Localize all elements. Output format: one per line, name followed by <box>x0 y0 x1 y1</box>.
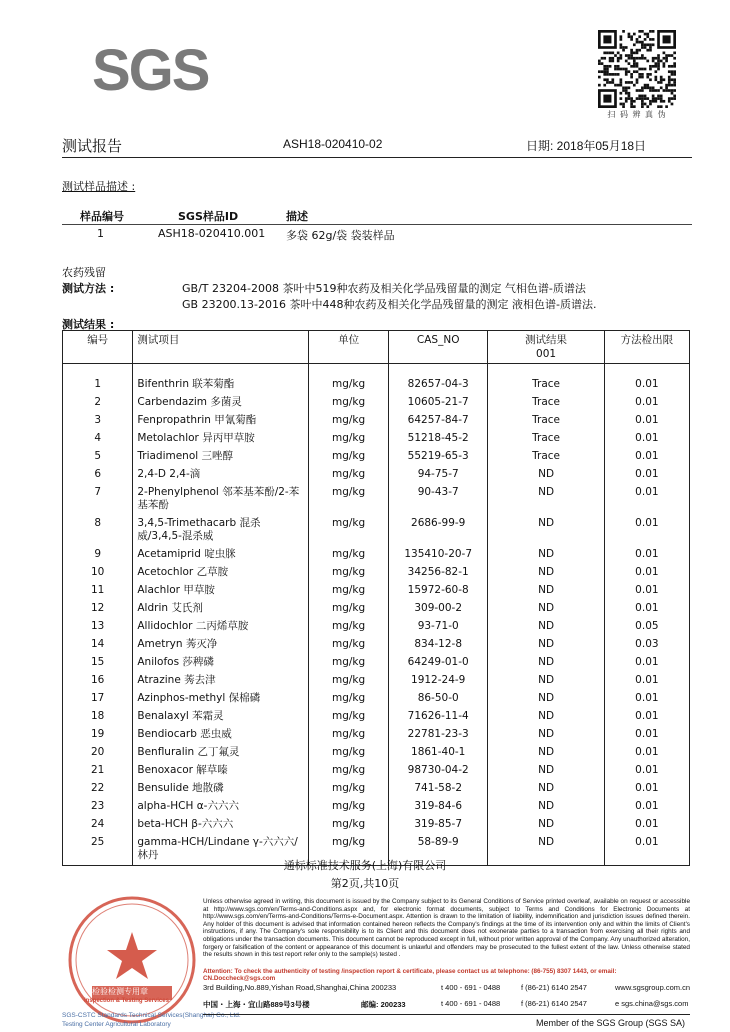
table-row <box>63 448 690 466</box>
address-row-cn <box>203 999 693 1011</box>
footer-divider <box>203 1014 690 1015</box>
cell-item: gamma-HCH/Lindane γ-六六六/林丹 <box>133 834 309 866</box>
legal-disclaimer: Unless otherwise agreed in writing, this document is issued by the Company subject to its General Conditions of Service printed overleaf, available on request or accessible at http://www.sgs.com/en/Terms-and-Conditions.aspx and, for electronic format documents, subject to Terms and Conditions for Electronic Documents at http://www.sgs.com/en/Terms-and-Conditions/Terms-e-Document.aspx. Attention is drawn to the limitation of liability, indemnification and jurisdiction issues defined therein. Any holder of this document is advised that information contained hereon reflects the Company's findings at the time of its intervention only and within the limits of Client's instructions, if any. The Company's sole responsibility is to its Client and this document does not exonerate parties to a transaction from exercising all their rights and obligations under the transaction documents. This document cannot be reproduced except in full, without prior written approval of the Company. Any unauthorized alteration, forgery or falsification of the content or appearance of this document is unlawful and offenders may be prosecuted to the fullest extent of the law. Unless otherwise stated the results shown in this test report refer only to the sample(s) tested . <box>203 898 690 959</box>
cell-result: ND <box>488 708 604 726</box>
table-row <box>63 636 690 654</box>
cell-result: Trace <box>488 430 604 448</box>
cell-cas: 309-00-2 <box>388 600 487 618</box>
method-line-1: GB/T 23204-2008 茶叶中519种农药及相关化学品残留量的测定 气相色谱-质谱法 <box>182 282 586 295</box>
cell-unit: mg/kg <box>309 744 389 762</box>
table-row <box>63 364 690 395</box>
cell-cas: 15972-60-8 <box>388 582 487 600</box>
cell-no: 19 <box>63 726 133 744</box>
address-en: 3rd Building,No.889,Yishan Road,Shanghai,China 200233 <box>203 983 397 992</box>
table-row <box>63 394 690 412</box>
cell-item: 2,4-D 2,4-滴 <box>133 466 309 484</box>
cell-lod: 0.01 <box>604 798 689 816</box>
cell-lod: 0.01 <box>604 708 689 726</box>
cell-item: 3,4,5-Trimethacarb 混杀威/3,4,5-混杀威 <box>133 515 309 546</box>
cell-result: ND <box>488 515 604 546</box>
cell-item: Aldrin 艾氏剂 <box>133 600 309 618</box>
postcode-cn: 邮编: 200233 <box>361 1000 406 1009</box>
sample-col-no: 样品编号 <box>80 210 124 223</box>
cell-cas: 90-43-7 <box>388 484 487 515</box>
cell-no: 17 <box>63 690 133 708</box>
cell-cas: 319-85-7 <box>388 816 487 834</box>
cell-unit: mg/kg <box>309 618 389 636</box>
cell-no: 13 <box>63 618 133 636</box>
cell-lod: 0.01 <box>604 564 689 582</box>
company-seal-stamp <box>62 890 202 1030</box>
report-date: 日期: 2018年05月18日 <box>526 139 647 153</box>
cell-result: ND <box>488 762 604 780</box>
cell-result: ND <box>488 798 604 816</box>
cell-item: Acetochlor 乙草胺 <box>133 564 309 582</box>
cell-lod: 0.01 <box>604 430 689 448</box>
cell-item: Anilofos 莎稗磷 <box>133 654 309 672</box>
table-row <box>63 744 690 762</box>
cell-lod: 0.01 <box>604 834 689 866</box>
sample-section-title: 测试样品描述 : <box>62 180 136 193</box>
cell-lod: 0.01 <box>604 412 689 430</box>
qr-caption: 扫 码 辨 真 伪 <box>607 110 667 119</box>
cell-result: ND <box>488 726 604 744</box>
cell-item: 2-Phenylphenol 邻苯基苯酚/2-苯基苯酚 <box>133 484 309 515</box>
cell-lod: 0.01 <box>604 466 689 484</box>
cell-item: Carbendazim 多菌灵 <box>133 394 309 412</box>
cell-unit: mg/kg <box>309 448 389 466</box>
col-header-unit: 单位 <box>309 331 389 364</box>
cell-lod: 0.01 <box>604 600 689 618</box>
sgs-logo: SGS <box>92 38 209 103</box>
table-row <box>63 672 690 690</box>
method-line-2: GB 23200.13-2016 茶叶中448种农药及相关化学品残留量的测定 液相色谱-质谱法. <box>182 298 597 311</box>
cell-unit: mg/kg <box>309 546 389 564</box>
cell-lod: 0.01 <box>604 654 689 672</box>
stamp-line-2: Testing Center Agricultural Laboratory <box>62 1021 171 1028</box>
table-row <box>63 762 690 780</box>
cell-unit: mg/kg <box>309 726 389 744</box>
cell-no: 8 <box>63 515 133 546</box>
cell-lod: 0.01 <box>604 672 689 690</box>
cell-result: ND <box>488 564 604 582</box>
table-row <box>63 600 690 618</box>
cell-cas: 22781-23-3 <box>388 726 487 744</box>
cell-result: Trace <box>488 412 604 430</box>
website[interactable]: www.sgsgroup.com.cn <box>615 983 691 992</box>
sample-header-divider <box>62 224 692 225</box>
cell-cas: 2686-99-9 <box>388 515 487 546</box>
cell-item: Bifenthrin 联苯菊酯 <box>133 364 309 395</box>
header-divider <box>62 157 692 158</box>
table-row <box>63 546 690 564</box>
table-row <box>63 690 690 708</box>
cell-lod: 0.01 <box>604 816 689 834</box>
cell-no: 11 <box>63 582 133 600</box>
cell-item: Allidochlor 二丙烯草胺 <box>133 618 309 636</box>
cell-no: 18 <box>63 708 133 726</box>
cell-result: ND <box>488 672 604 690</box>
cell-no: 15 <box>63 654 133 672</box>
cell-cas: 34256-82-1 <box>388 564 487 582</box>
cell-unit: mg/kg <box>309 636 389 654</box>
cell-item: Benalaxyl 苯霜灵 <box>133 708 309 726</box>
table-row <box>63 515 690 546</box>
cell-result: ND <box>488 600 604 618</box>
fax-cn: f (86-21) 6140 2547 <box>521 999 587 1008</box>
cell-no: 23 <box>63 798 133 816</box>
cell-lod: 0.01 <box>604 690 689 708</box>
col-header-result <box>488 331 604 364</box>
cell-result: ND <box>488 636 604 654</box>
member-statement: Member of the SGS Group (SGS SA) <box>536 1018 686 1028</box>
cell-lod: 0.01 <box>604 515 689 546</box>
cell-cas: 1912-24-9 <box>388 672 487 690</box>
test-category: 农药残留 <box>62 266 106 279</box>
table-row <box>63 798 690 816</box>
cell-no: 4 <box>63 430 133 448</box>
cell-unit: mg/kg <box>309 515 389 546</box>
table-row <box>63 484 690 515</box>
cell-item: Triadimenol 三唑醇 <box>133 448 309 466</box>
cell-result: ND <box>488 654 604 672</box>
col-header-result-sample: 001 <box>536 348 557 360</box>
table-row <box>63 582 690 600</box>
cell-cas: 55219-65-3 <box>388 448 487 466</box>
cell-cas: 741-58-2 <box>388 780 487 798</box>
cell-cas: 93-71-0 <box>388 618 487 636</box>
cell-no: 14 <box>63 636 133 654</box>
cell-unit: mg/kg <box>309 762 389 780</box>
table-row <box>63 618 690 636</box>
cell-unit: mg/kg <box>309 412 389 430</box>
cell-item: Bendiocarb 恶虫威 <box>133 726 309 744</box>
cell-no: 5 <box>63 448 133 466</box>
seal-inner-text-en: Inspection & Testing Services <box>84 998 169 1004</box>
cell-unit: mg/kg <box>309 672 389 690</box>
cell-cas: 64249-01-0 <box>388 654 487 672</box>
cell-result: ND <box>488 484 604 515</box>
cell-lod: 0.01 <box>604 780 689 798</box>
cell-cas: 51218-45-2 <box>388 430 487 448</box>
cell-unit: mg/kg <box>309 798 389 816</box>
table-row <box>63 430 690 448</box>
cell-lod: 0.01 <box>604 394 689 412</box>
cell-cas: 1861-40-1 <box>388 744 487 762</box>
cell-result: ND <box>488 834 604 866</box>
cell-no: 7 <box>63 484 133 515</box>
cell-cas: 98730-04-2 <box>388 762 487 780</box>
col-header-result-label: 测试结果 <box>525 334 568 346</box>
cell-result: Trace <box>488 364 604 395</box>
phone-en: t 400 - 691 - 0488 <box>441 983 501 992</box>
cell-no: 25 <box>63 834 133 866</box>
cell-cas: 135410-20-7 <box>388 546 487 564</box>
results-table <box>62 330 690 866</box>
cell-cas: 64257-84-7 <box>388 412 487 430</box>
stamp-line-1: SGS-CSTC Standards Technical Services(Shanghai) Co., Ltd. <box>62 1012 241 1019</box>
cell-unit: mg/kg <box>309 364 389 395</box>
cell-cas: 834-12-8 <box>388 636 487 654</box>
table-row <box>63 816 690 834</box>
cell-cas: 86-50-0 <box>388 690 487 708</box>
email[interactable]: e sgs.china@sgs.com <box>615 999 689 1008</box>
cell-result: ND <box>488 618 604 636</box>
sample-id: ASH18-020410.001 <box>158 227 266 240</box>
cell-unit: mg/kg <box>309 780 389 798</box>
cell-unit: mg/kg <box>309 582 389 600</box>
cell-lod: 0.01 <box>604 448 689 466</box>
cell-result: Trace <box>488 394 604 412</box>
cell-result: ND <box>488 690 604 708</box>
cell-no: 20 <box>63 744 133 762</box>
footer-company: 通标标准技术服务(上海)有限公司 <box>283 859 447 872</box>
cell-no: 9 <box>63 546 133 564</box>
cell-no: 22 <box>63 780 133 798</box>
sample-col-id: SGS样品ID <box>178 210 239 223</box>
cell-cas: 71626-11-4 <box>388 708 487 726</box>
qr-code-icon[interactable] <box>598 30 676 108</box>
report-title: 测试报告 <box>62 137 123 155</box>
cell-item: beta-HCH β-六六六 <box>133 816 309 834</box>
cell-unit: mg/kg <box>309 430 389 448</box>
cell-lod: 0.05 <box>604 618 689 636</box>
table-row <box>63 412 690 430</box>
cell-result: ND <box>488 546 604 564</box>
cell-lod: 0.01 <box>604 364 689 395</box>
cell-lod: 0.01 <box>604 744 689 762</box>
cell-result: ND <box>488 466 604 484</box>
table-row <box>63 780 690 798</box>
cell-item: Alachlor 甲草胺 <box>133 582 309 600</box>
cell-item: alpha-HCH α-六六六 <box>133 798 309 816</box>
cell-item: Atrazine 莠去津 <box>133 672 309 690</box>
cell-cas: 319-84-6 <box>388 798 487 816</box>
cell-result: ND <box>488 816 604 834</box>
cell-result: Trace <box>488 448 604 466</box>
authenticity-notice: Attention: To check the authenticity of testing /inspection report & certificate, please contact us at telephone: (86-755) 8307 1443, or email: CN.Doccheck@sgs.com <box>203 968 617 982</box>
cell-item: Metolachlor 异丙甲草胺 <box>133 430 309 448</box>
cell-result: ND <box>488 744 604 762</box>
cell-item: Benfluralin 乙丁氟灵 <box>133 744 309 762</box>
cell-unit: mg/kg <box>309 466 389 484</box>
table-row <box>63 726 690 744</box>
address-row-en <box>203 983 693 995</box>
table-row <box>63 564 690 582</box>
col-header-lod: 方法检出限 <box>604 331 689 364</box>
cell-no: 3 <box>63 412 133 430</box>
cell-item: Acetamiprid 啶虫脒 <box>133 546 309 564</box>
cell-lod: 0.01 <box>604 726 689 744</box>
cell-unit: mg/kg <box>309 654 389 672</box>
cell-cas: 82657-04-3 <box>388 364 487 395</box>
cell-lod: 0.01 <box>604 484 689 515</box>
cell-item: Benoxacor 解草嗪 <box>133 762 309 780</box>
table-row <box>63 466 690 484</box>
col-header-cas: CAS_NO <box>388 331 487 364</box>
results-header-row <box>63 331 690 364</box>
cell-result: ND <box>488 582 604 600</box>
cell-no: 16 <box>63 672 133 690</box>
cell-lod: 0.03 <box>604 636 689 654</box>
cell-cas: 10605-21-7 <box>388 394 487 412</box>
cell-unit: mg/kg <box>309 834 389 866</box>
sample-desc: 多袋 62g/袋 袋装样品 <box>286 229 395 242</box>
table-row <box>63 708 690 726</box>
results-section-title: 测试结果 : <box>62 318 115 331</box>
cell-unit: mg/kg <box>309 708 389 726</box>
cell-no: 6 <box>63 466 133 484</box>
col-header-item: 测试项目 <box>133 331 309 364</box>
cell-unit: mg/kg <box>309 690 389 708</box>
cell-item: Fenpropathrin 甲氰菊酯 <box>133 412 309 430</box>
page-number: 第2页,共10页 <box>330 877 400 890</box>
seal-inner-text: 检验检测专用章 <box>92 987 148 996</box>
cell-unit: mg/kg <box>309 564 389 582</box>
cell-item: Ametryn 莠灭净 <box>133 636 309 654</box>
cell-no: 2 <box>63 394 133 412</box>
cell-item: Bensulide 地散磷 <box>133 780 309 798</box>
cell-lod: 0.01 <box>604 582 689 600</box>
sample-no: 1 <box>97 227 104 240</box>
cell-no: 1 <box>63 364 133 395</box>
table-row <box>63 654 690 672</box>
cell-unit: mg/kg <box>309 394 389 412</box>
cell-cas: 94-75-7 <box>388 466 487 484</box>
cell-no: 21 <box>63 762 133 780</box>
cell-result: ND <box>488 780 604 798</box>
cell-lod: 0.01 <box>604 762 689 780</box>
report-number: ASH18-020410-02 <box>283 137 383 151</box>
cell-no: 12 <box>63 600 133 618</box>
cell-item: Azinphos-methyl 保棉磷 <box>133 690 309 708</box>
fax-en: f (86-21) 6140 2547 <box>521 983 587 992</box>
col-header-no: 编号 <box>63 331 133 364</box>
cell-unit: mg/kg <box>309 816 389 834</box>
method-label: 测试方法 : <box>62 282 115 295</box>
cell-cas: 58-89-9 <box>388 834 487 866</box>
cell-no: 10 <box>63 564 133 582</box>
cell-lod: 0.01 <box>604 546 689 564</box>
cell-unit: mg/kg <box>309 484 389 515</box>
sample-col-desc: 描述 <box>286 210 308 223</box>
cell-unit: mg/kg <box>309 600 389 618</box>
phone-cn: t 400 - 691 - 0488 <box>441 999 501 1008</box>
cell-no: 24 <box>63 816 133 834</box>
address-cn: 中国・上海・宜山路889号3号楼 <box>203 1000 310 1009</box>
